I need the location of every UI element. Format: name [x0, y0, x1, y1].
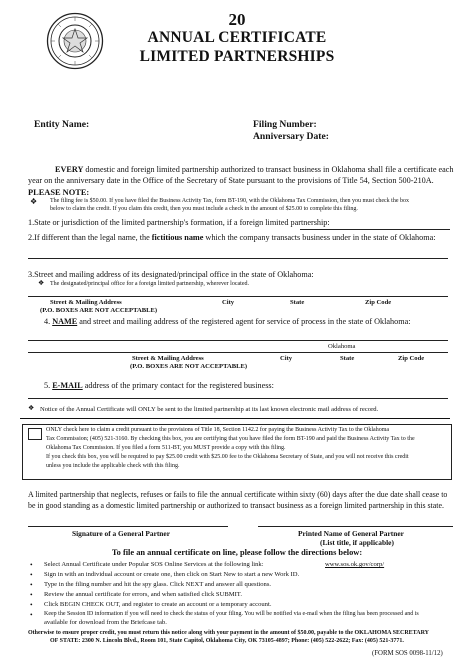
bullet-diamond-icon: ❖ [28, 404, 35, 412]
fee-note-line2: below to claim the credit. If you claim this credit, then you must include a check in the amount of $25.00 to complete this filing. [50, 206, 358, 212]
form-title: ANNUAL CERTIFICATE [147, 29, 327, 46]
item-1-line [300, 229, 450, 230]
form-year: 20 [228, 10, 246, 29]
penalty-line2: be in good standing as a domestic limited partnership or authorized to transact business as a foreign limited partnership in this state. [28, 501, 444, 510]
bullet-icon: • [30, 580, 33, 589]
intro-every: EVERY [55, 165, 84, 174]
col-street-3: Street & Mailing Address [50, 299, 122, 306]
penalty-line1: A limited partnership that neglects, refuses or fails to file the annual certificate within sixty (60) days after the due date shall cease to [28, 490, 448, 499]
intro-line2: year on the anniversary date in the Office of the Secretary of State pursuant to the provisions of Title 54, Section 500-210A. [28, 176, 434, 185]
credit-line2: Tax Commission; (405) 521-3160. By checking this box, you are certifying that you have filed the form BT-190 and paid the Business Activity Tax to the [46, 436, 415, 442]
intro-line1 [55, 165, 454, 174]
item-1-label: 1.State or jurisdiction of the limited partnership's formation, if a foreign limited partnership: [28, 218, 330, 227]
intro-line1-text: domestic and foreign limited partnership authorized to transact business in Oklahoma shall file a certificate each [85, 165, 454, 174]
item-5-line [28, 398, 448, 399]
bullet-icon: • [30, 610, 33, 619]
online-step-6: Keep the Session ID information if you will need to check the status of your filing. You will be notified via e-mail when the filing has been processed and is [44, 611, 419, 617]
sos-link[interactable]: www.sos.ok.gov/corp/ [325, 561, 385, 568]
item-2-label [28, 233, 436, 242]
item-2-fictitious: fictitious name [151, 233, 204, 242]
fee-note-line1: The filing fee is $50.00. If you have filed the Business Activity Tax, form BT-190, with the Oklahoma Tax Commission, then you must check the box [50, 198, 409, 204]
credit-line4: If you check this box, you will be required to pay $25.00 credit with $25.00 fee to the Oklahoma Secretary of State, and you will not receive this credit [46, 454, 409, 460]
item-3-line [28, 296, 448, 297]
bullet-diamond-icon: ❖ [30, 197, 38, 206]
please-note-label: PLEASE NOTE: [28, 188, 90, 197]
footer-line1: Otherwise to ensure proper credit, you must return this notice along with your payment in the amount of $50.00, payable to the OKLAHOMA SECRETARY [28, 630, 430, 636]
online-heading: To file an annual certificate on line, please follow the directions below: [111, 548, 363, 557]
divider [20, 418, 450, 419]
online-step-1: Select Annual Certificate under Popular SOS Online Services at the following link: [44, 561, 264, 568]
item-5-num: 5. [44, 381, 51, 390]
entity-name-label: Entity Name: [34, 119, 90, 130]
printed-name-line [258, 526, 453, 527]
col-state-4: State [340, 355, 355, 362]
printed-name-label: Printed Name of General Partner [298, 529, 404, 538]
item-5-text: address of the primary contact for the registered business: [84, 381, 274, 390]
col-zip-3: Zip Code [365, 299, 392, 306]
footer-line2: OF STATE: 2300 N. Lincoln Blvd., Room 101, State Capitol, Oklahoma City, OK 73105-4897; Phone: (405) 522-2622; Fax: (405) 521-3771. [50, 638, 404, 644]
item-2-text-a: 2.If different than the legal name, the [28, 233, 150, 242]
bullet-icon: • [30, 600, 33, 609]
item-4-num: 4. [44, 317, 51, 326]
credit-checkbox[interactable] [28, 428, 42, 440]
col-state-3: State [290, 299, 305, 306]
online-step-4: Review the annual certificate for errors, and when satisfied click SUBMIT. [44, 591, 242, 598]
item-2-line [28, 258, 448, 259]
email-notice: Notice of the Annual Certificate will ONLY be sent to the limited partnership at its last known electronic mail address of record. [40, 406, 379, 413]
item-4-label [44, 317, 411, 326]
credit-line5: unless you include the applicable check with this filing. [46, 463, 180, 469]
bullet-icon: • [30, 570, 33, 579]
agent-state-value: Oklahoma [328, 343, 356, 350]
online-step-6-cont: available for download from the Briefcase tab. [44, 619, 167, 626]
bullet-icon: • [30, 590, 33, 599]
item-4-text: and street and mailing address of the registered agent for service of process in the state of Oklahoma: [79, 317, 411, 326]
col-city-3: City [222, 299, 235, 306]
bullet-diamond-icon: ❖ [38, 279, 45, 287]
online-step-5: Click BEGIN CHECK OUT, and register to create an account or a temporary account. [44, 601, 272, 608]
credit-line1: ONLY check here to claim a credit pursuant to the provisions of Title 18, Section 1142.2 for paying the Business Activity Tax to the Oklahoma [46, 427, 390, 433]
col-po-note-3: (P.O. BOXES ARE NOT ACCEPTABLE) [40, 307, 158, 314]
title-label: (List title, if applicable) [320, 538, 394, 547]
item-3-label: 3.Street and mailing address of its designated/principal office in the state of Oklahoma: [28, 270, 314, 279]
online-step-2: Sign in with an individual account or create one, then click on Start New to start a new Work ID. [44, 571, 300, 578]
item-5-label [44, 381, 274, 390]
col-po-note-4: (P.O. BOXES ARE NOT ACCEPTABLE) [130, 363, 248, 370]
col-street-4: Street & Mailing Address [132, 355, 204, 362]
signature-label: Signature of a General Partner [72, 529, 170, 538]
form-subtitle: LIMITED PARTNERSHIPS [139, 48, 335, 65]
col-zip-4: Zip Code [398, 355, 425, 362]
col-city-4: City [280, 355, 293, 362]
item-2-text-c: which the company transacts business under in the state of Oklahoma: [205, 233, 436, 242]
item-3-note: The designated/principal office for a foreign limited partnership, wherever located. [50, 281, 249, 287]
online-step-3: Type in the filing number and hit the spy glass. Click NEXT and answer all questions. [44, 581, 272, 588]
filing-number-label: Filing Number: [253, 119, 317, 130]
anniversary-date-label: Anniversary Date: [253, 131, 329, 142]
bullet-icon: • [30, 560, 33, 569]
item-4-line2 [28, 352, 448, 353]
credit-line3: Oklahoma Tax Commission. If you filed a form 511-BT, you MUST provide a copy with this filing. [46, 445, 286, 451]
form-id: (FORM SOS 0098-11/12) [372, 650, 443, 657]
item-5-email: E-MAIL [52, 381, 83, 390]
signature-line [28, 526, 228, 527]
item-4-line1 [28, 340, 448, 341]
item-4-name: NAME [52, 317, 78, 326]
